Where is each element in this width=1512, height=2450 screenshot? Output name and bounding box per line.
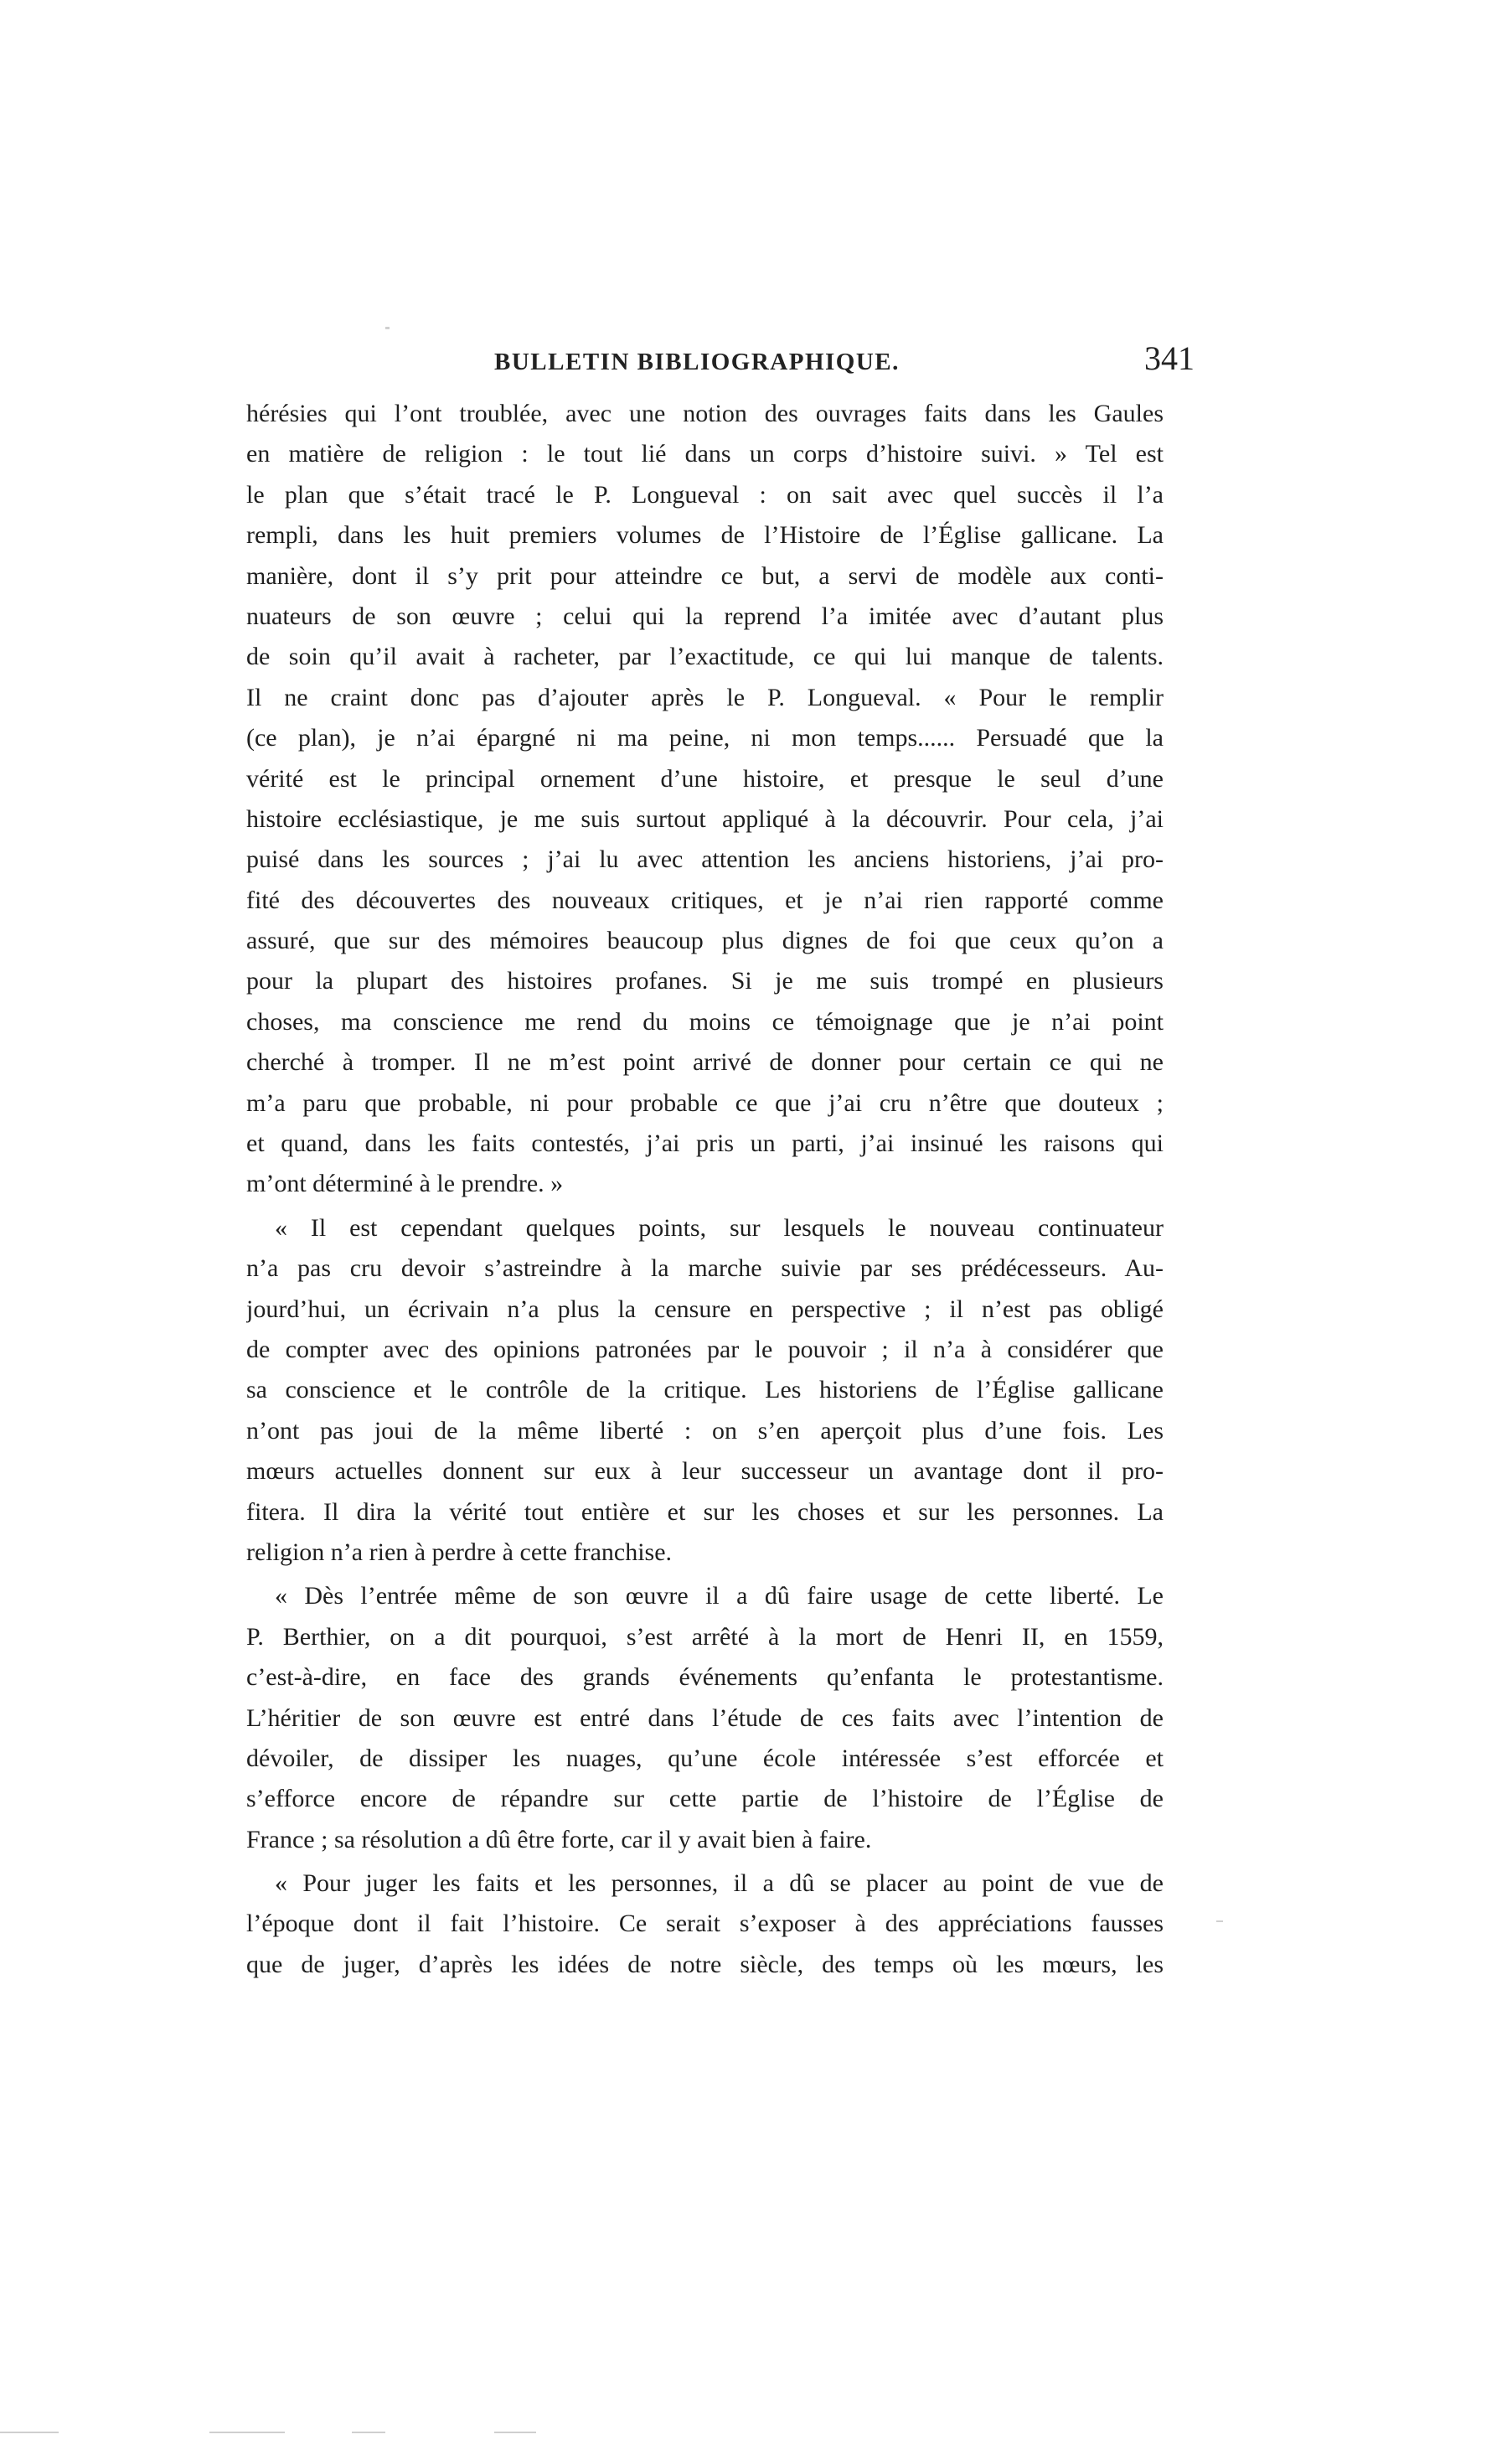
- text-line: en matière de religion : le tout lié dans un corps d’histoire suivi. » Tel est: [246, 440, 1164, 468]
- text-line: que de juger, d’après les idées de notre siècle, des temps où les mœurs, les: [246, 1950, 1164, 1978]
- text-line: Il ne craint donc pas d’ajouter après le P. Longueval. « Pour le remplir: [246, 683, 1164, 711]
- text-line: m’a paru que probable, ni pour probable ce que j’ai cru n’être que douteux ;: [246, 1088, 1164, 1117]
- text-line: (ce plan), je n’ai épargné ni ma peine, ni mon temps...... Persuadé que la: [246, 724, 1164, 752]
- page-number: 341: [1144, 339, 1195, 377]
- text-line: s’efforce encore de répandre sur cette partie de l’histoire de l’Église de: [246, 1785, 1164, 1813]
- text-line: jourd’hui, un écrivain n’a plus la censure en perspective ; il n’est pas obligé: [246, 1295, 1164, 1323]
- text-line: manière, dont il s’y prit pour atteindre ce but, a servi de modèle aux conti-: [246, 561, 1164, 590]
- text-line: « Il est cependant quelques points, sur lesquels le nouveau continuateur: [275, 1213, 1164, 1242]
- text-line: nuateurs de son œuvre ; celui qui la reprend l’a imitée avec d’autant plus: [246, 602, 1164, 630]
- text-line: choses, ma conscience me rend du moins ce témoignage que je n’ai point: [246, 1007, 1164, 1036]
- scan-artifact: [352, 2432, 385, 2433]
- text-line: « Pour juger les faits et les personnes, il a dû se placer au point de vue de: [275, 1869, 1164, 1898]
- text-line: vérité est le principal ornement d’une histoire, et presque le seul d’une: [246, 764, 1164, 793]
- text-line: hérésies qui l’ont troublée, avec une notion des ouvrages faits dans les Gaules: [246, 400, 1164, 427]
- text-line: fitera. Il dira la vérité tout entière et sur les choses et sur les personnes. La: [246, 1497, 1164, 1526]
- text-line: fité des découvertes des nouveaux critiques, et je n’ai rien rapporté comme: [246, 886, 1164, 914]
- text-line: P. Berthier, on a dit pourquoi, s’est arrêté à la mort de Henri II, en 1559,: [246, 1622, 1164, 1651]
- text-line: sa conscience et le contrôle de la critique. Les historiens de l’Église gallicane: [246, 1376, 1164, 1404]
- scan-artifact: [0, 2432, 59, 2433]
- scan-artifact: [494, 2432, 536, 2433]
- text-line: assuré, que sur des mémoires beaucoup plus dignes de foi que ceux qu’on a: [246, 927, 1164, 955]
- text-line: de soin qu’il avait à racheter, par l’exactitude, ce qui lui manque de talents.: [246, 643, 1164, 671]
- text-line: histoire ecclésiastique, je me suis surtout appliqué à la découvrir. Pour cela, j’ai: [246, 804, 1164, 833]
- scan-artifact: [1216, 1920, 1223, 1922]
- text-line: le plan que s’était tracé le P. Longueval : on sait avec quel succès il l’a: [246, 480, 1164, 509]
- text-line: dévoiler, de dissiper les nuages, qu’une école intéressée s’est efforcée et: [246, 1744, 1164, 1772]
- text-line: n’a pas cru devoir s’astreindre à la marche suivie par ses prédécesseurs. Au-: [246, 1254, 1164, 1283]
- text-line: l’époque dont il fait l’histoire. Ce serait s’exposer à des appréciations fausses: [246, 1910, 1164, 1938]
- text-line: cherché à tromper. Il ne m’est point arrivé de donner pour certain ce qui ne: [246, 1048, 1164, 1077]
- text-line: de compter avec des opinions patronées par le pouvoir ; il n’a à considérer que: [246, 1335, 1164, 1363]
- text-line: pour la plupart des histoires profanes. Si je me suis trompé en plusieurs: [246, 967, 1164, 995]
- text-line: c’est-à-dire, en face des grands événements qu’enfanta le protestantisme.: [246, 1663, 1164, 1692]
- text-line: et quand, dans les faits contestés, j’ai pris un parti, j’ai insinué les raisons qui: [246, 1129, 1164, 1158]
- text-line: mœurs actuelles donnent sur eux à leur successeur un avantage dont il pro-: [246, 1457, 1164, 1486]
- scan-artifact: [209, 2432, 285, 2433]
- text-line: n’ont pas joui de la même liberté : on s’en aperçoit plus d’une fois. Les: [246, 1416, 1164, 1445]
- page-header: [243, 339, 1206, 389]
- text-line: m’ont déterminé à le prendre. »: [246, 1170, 564, 1198]
- text-line: France ; sa résolution a dû être forte, car il y avait bien à faire.: [246, 1825, 872, 1853]
- text-line: puisé dans les sources ; j’ai lu avec attention les anciens historiens, j’ai pro-: [246, 845, 1164, 874]
- text-line: L’héritier de son œuvre est entré dans l’étude de ces faits avec l’intention de: [246, 1703, 1164, 1732]
- running-head: BULLETIN BIBLIOGRAPHIQUE.: [494, 349, 900, 375]
- text-line: rempli, dans les huit premiers volumes de l’Histoire de l’Église gallicane. La: [246, 521, 1164, 550]
- scan-artifact: [385, 327, 390, 329]
- body-text: [246, 394, 1164, 1985]
- text-line: « Dès l’entrée même de son œuvre il a dû faire usage de cette liberté. Le: [275, 1582, 1164, 1610]
- text-line: religion n’a rien à perdre à cette franchise.: [246, 1538, 673, 1566]
